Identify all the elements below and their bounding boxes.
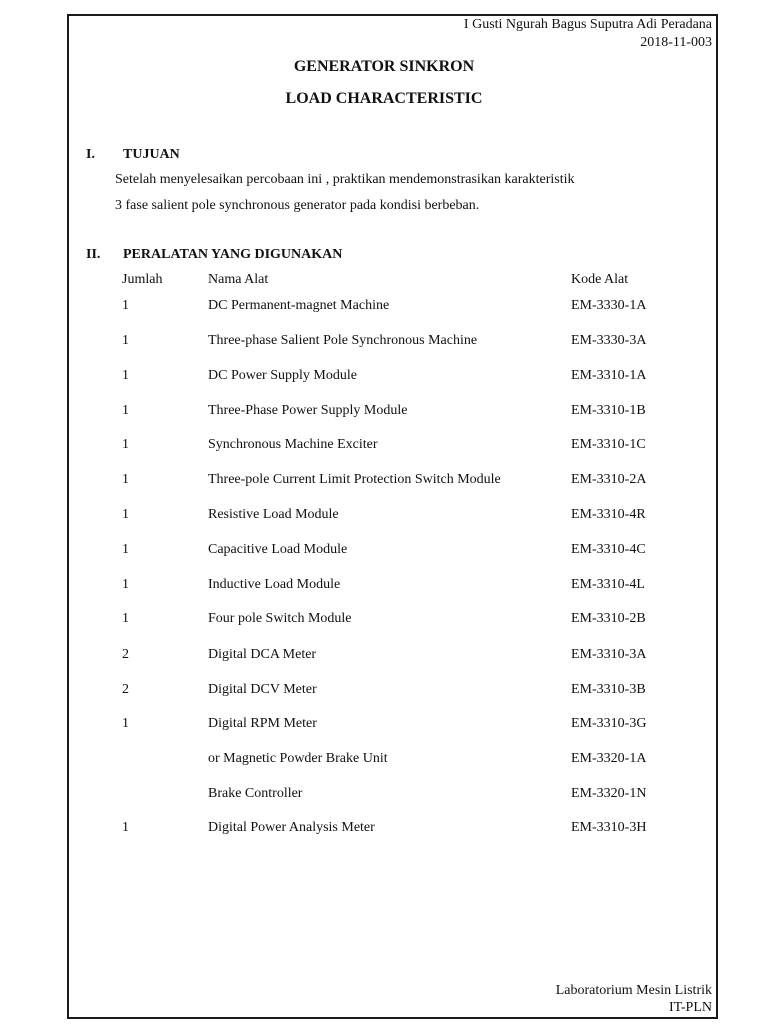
equipment-row	[0, 437, 768, 457]
equipment-code: EM-3310-4C	[571, 542, 646, 557]
section-2-number: II.	[86, 247, 101, 262]
equipment-qty: 1	[122, 333, 129, 348]
equipment-code: EM-3310-4R	[571, 507, 646, 522]
section-2-title: PERALATAN YANG DIGUNAKAN	[123, 247, 343, 262]
equipment-code: EM-3310-3H	[571, 820, 647, 835]
equipment-row	[0, 820, 768, 840]
equipment-qty: 1	[122, 611, 129, 626]
equipment-code: EM-3310-2A	[571, 472, 647, 487]
equipment-qty: 2	[122, 682, 129, 697]
equipment-code: EM-3330-1A	[571, 298, 647, 313]
equipment-name: Capacitive Load Module	[208, 542, 348, 557]
equipment-row	[0, 682, 768, 702]
equipment-code: EM-3320-1N	[571, 786, 647, 801]
equipment-name: Resistive Load Module	[208, 507, 339, 522]
equipment-row	[0, 333, 768, 353]
equipment-qty: 1	[122, 820, 129, 835]
equipment-qty: 2	[122, 647, 129, 662]
equipment-code: EM-3310-1A	[571, 368, 647, 383]
equipment-row	[0, 298, 768, 318]
objective-line-1: Setelah menyelesaikan percobaan ini , praktikan mendemonstrasikan karakteristik	[115, 172, 575, 187]
equipment-name: Four pole Switch Module	[208, 611, 352, 626]
equipment-name: Three-pole Current Limit Protection Switch Module	[208, 472, 501, 487]
document-title: GENERATOR SINKRON	[293, 58, 475, 75]
document-subtitle: LOAD CHARACTERISTIC	[285, 90, 483, 107]
equipment-name: DC Permanent-magnet Machine	[208, 298, 390, 313]
footer-lab: Laboratorium Mesin Listrik	[555, 983, 712, 998]
equipment-qty: 1	[122, 577, 129, 592]
objective-line-2: 3 fase salient pole synchronous generator pada kondisi berbeban.	[115, 198, 480, 213]
equipment-qty: 1	[122, 507, 129, 522]
equipment-row	[0, 577, 768, 597]
equipment-name: Brake Controller	[208, 786, 303, 801]
equipment-qty: 1	[122, 298, 129, 313]
equipment-name: Inductive Load Module	[208, 577, 341, 592]
author-name: I Gusti Ngurah Bagus Suputra Adi Peradana	[463, 17, 712, 32]
column-header-code: Kode Alat	[571, 272, 629, 287]
equipment-name: Digital DCV Meter	[208, 682, 317, 697]
equipment-code: EM-3310-2B	[571, 611, 646, 626]
equipment-name: Three-phase Salient Pole Synchronous Machine	[208, 333, 478, 348]
equipment-code: EM-3310-1B	[571, 403, 646, 418]
equipment-code: EM-3310-3B	[571, 682, 646, 697]
equipment-row	[0, 368, 768, 388]
section-1-title: TUJUAN	[123, 147, 180, 162]
equipment-name: DC Power Supply Module	[208, 368, 357, 383]
column-header-name: Nama Alat	[208, 272, 269, 287]
equipment-row	[0, 611, 768, 631]
equipment-row	[0, 647, 768, 667]
equipment-code: EM-3320-1A	[571, 751, 647, 766]
equipment-name: Digital DCA Meter	[208, 647, 317, 662]
equipment-row	[0, 472, 768, 492]
section-1-number: I.	[86, 147, 95, 162]
equipment-row	[0, 542, 768, 562]
equipment-row	[0, 786, 768, 806]
footer-institution: IT-PLN	[668, 1000, 712, 1015]
equipment-row	[0, 403, 768, 423]
column-header-qty: Jumlah	[122, 272, 163, 287]
student-id: 2018-11-003	[640, 35, 712, 50]
equipment-code: EM-3310-3G	[571, 716, 647, 731]
equipment-qty: 1	[122, 472, 129, 487]
equipment-qty: 1	[122, 542, 129, 557]
equipment-qty: 1	[122, 403, 129, 418]
equipment-name: or Magnetic Powder Brake Unit	[208, 751, 388, 766]
equipment-qty: 1	[122, 716, 129, 731]
equipment-name: Digital RPM Meter	[208, 716, 317, 731]
equipment-name: Synchronous Machine Exciter	[208, 437, 378, 452]
equipment-qty: 1	[122, 437, 129, 452]
equipment-code: EM-3330-3A	[571, 333, 647, 348]
equipment-row	[0, 507, 768, 527]
equipment-code: EM-3310-1C	[571, 437, 646, 452]
equipment-code: EM-3310-4L	[571, 577, 645, 592]
equipment-row	[0, 716, 768, 736]
equipment-name: Digital Power Analysis Meter	[208, 820, 375, 835]
equipment-row	[0, 751, 768, 771]
equipment-name: Three-Phase Power Supply Module	[208, 403, 408, 418]
equipment-qty: 1	[122, 368, 129, 383]
equipment-code: EM-3310-3A	[571, 647, 647, 662]
